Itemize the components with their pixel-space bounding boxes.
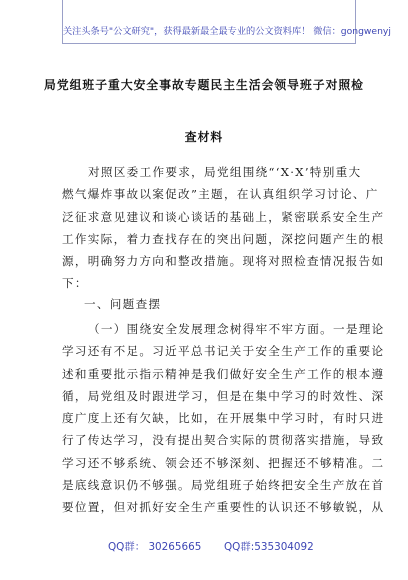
text-line: 行了传达学习，没有提出契合实际的贯彻落实措施，导致	[62, 433, 385, 448]
text-line: 度广度上还有欠缺，比如，在开展集中学习时，有时只进	[62, 411, 385, 426]
text-line: 源，明确努力方向和整改措施。现将对照检查情况报告如	[62, 254, 385, 269]
text-line: 学习还有不足。习近平总书记关于安全生产工作的重要论	[62, 344, 385, 359]
footer-qq-group-1: QQ群： 30265665	[108, 541, 202, 553]
text-line: 泛征求意见建议和谈心谈话的基础上，紧密联系安全生产	[62, 209, 385, 224]
header-banner-text: 关注头条号"公文研究"，获得最新最全最专业的公文资料库！ 微信：gongwenyj	[63, 26, 391, 37]
text-line: 述和重要批示指示精神是我们做好安全生产工作的根本遵	[62, 366, 385, 381]
text-line: 工作实际，着力查找存在的突出问题，深挖问题产生的根	[62, 231, 385, 246]
footer-qq-group-2: QQ群:535304092	[224, 541, 314, 553]
text-line: 燃气爆炸事故以案促改”主题，在认真组织学习讨论、广	[62, 187, 379, 202]
footer	[0, 538, 408, 552]
header-banner	[62, 0, 391, 44]
intro-paragraph	[62, 161, 385, 295]
text-line: （一）围绕安全发展理念树得牢不牢方面。一是理论	[88, 322, 385, 336]
text-line: 循，局党组及时跟进学习，但是在集中学习的时效性、深	[62, 388, 385, 403]
section-heading: 一、问题查摆	[84, 297, 162, 311]
text-line: 要位置，但对抓好安全生产重要性的认识还不够敏锐，从	[62, 500, 385, 515]
text-line: 对照区委工作要求，局党组围绕“‘X·X’特别重大	[88, 165, 362, 179]
body-paragraph	[62, 318, 385, 519]
document-title-line-2: 查材料	[184, 130, 224, 144]
text-line: 下：	[62, 276, 88, 291]
document-title-line-1: 局党组班子重大安全事故专题民主生活会领导班子对照检	[44, 78, 364, 92]
text-line: 学习还不够系统、领会还不够深刻、把握还不够精准。二	[62, 455, 385, 470]
text-line: 是底线意识仍不够强。局党组班子始终把安全生产放在首	[62, 478, 385, 493]
